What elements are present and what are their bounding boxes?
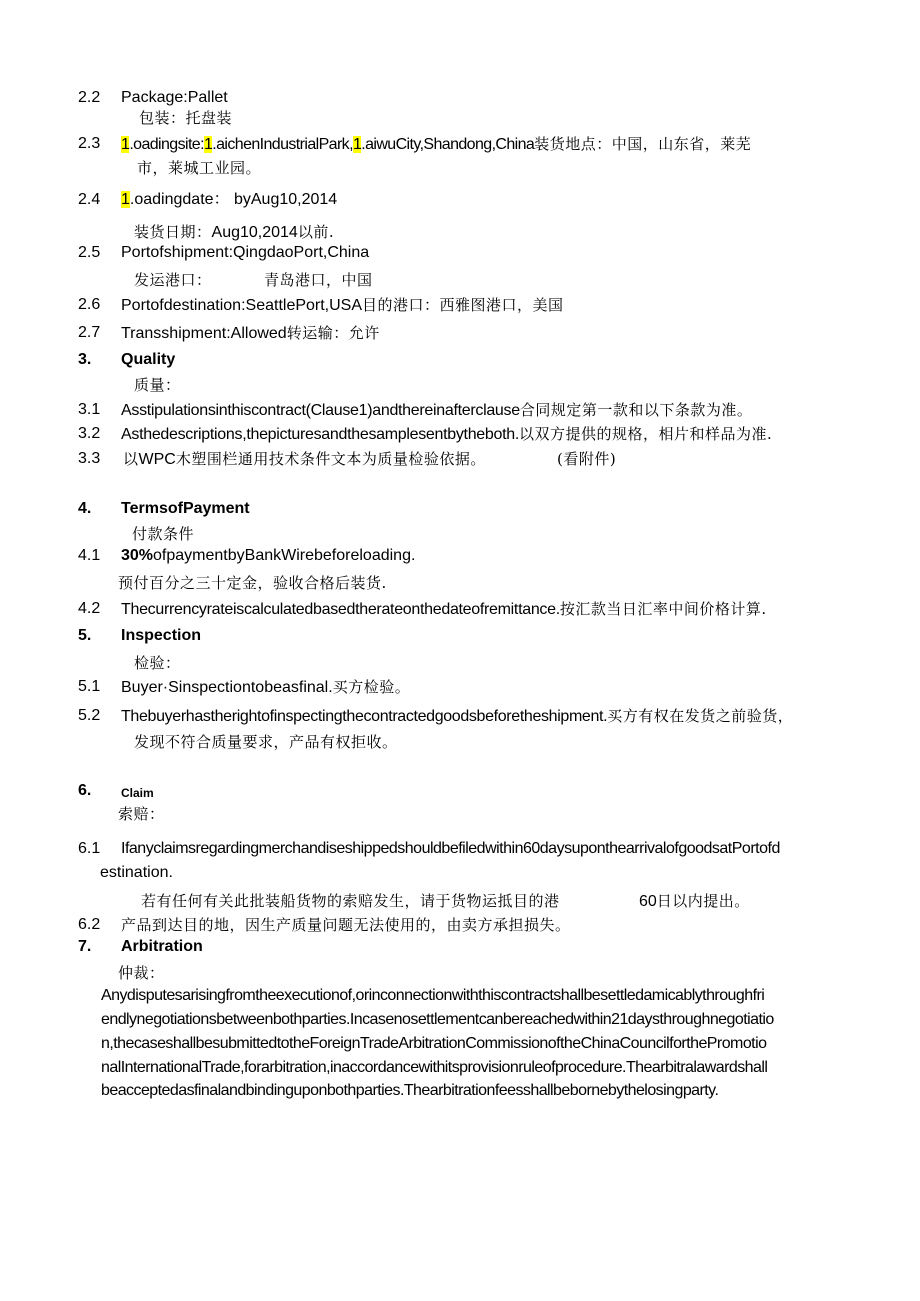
text-segment: .aiwuCity,Shandong,China: [361, 136, 535, 153]
port-of-shipment-text: Portofshipment:QingdaoPort,China: [121, 244, 370, 261]
text-segment: Buyer·Sinspectiontobeasfinal.: [121, 679, 333, 696]
claim-clause-1: Ifanyclaimsregardingmerchandiseshippedshouldbefiledwithin60daysuponthearrivalofgoodsatPortofd: [121, 840, 780, 857]
text-segment: Portofdestination:SeattlePort,USA: [121, 297, 363, 314]
section-title-quality-cn: 质量：: [134, 376, 181, 394]
port-of-shipment-cn-value: 青岛港口，中国: [264, 271, 373, 289]
highlight-mark: 1: [203, 136, 213, 153]
clause-number: 3.3: [78, 450, 101, 467]
transshipment-text: [121, 323, 380, 344]
text-segment: 按汇款当日汇率中间价格计算.: [559, 600, 767, 618]
inspection-clause-1: [121, 677, 410, 698]
clause-number: 2.2: [78, 89, 101, 106]
highlight-mark: 1: [352, 136, 362, 153]
section-title-claim: Claim: [121, 786, 154, 800]
section-number: 6.: [78, 782, 92, 799]
arbitration-line-5: beacceptedasfinalandbindinguponbothparties.Thearbitrationfeesshallbebornebythelosingparty.: [101, 1082, 719, 1099]
section-number: 5.: [78, 627, 92, 644]
clause-number: 2.5: [78, 244, 101, 261]
text-segment: 合同规定第一款和以下条款为准。: [519, 401, 753, 419]
clause-number: 3.2: [78, 425, 101, 442]
text-segment: Asstipulationsinthiscontract(Clause1)andthereinafterclause: [121, 402, 520, 419]
port-of-shipment-cn-label: 发运港口：: [134, 271, 212, 289]
package-text: Package:Pallet: [121, 89, 228, 106]
inspection-clause-2: [121, 706, 793, 727]
section-title-payment: TermsofPayment: [121, 500, 250, 517]
section-title-inspection: Inspection: [121, 627, 202, 644]
text-segment: 以: [123, 450, 139, 468]
text-segment: 木塑围栏通用技术条件文本为质量检验依据。: [175, 450, 486, 468]
clause-number: 2.6: [78, 296, 101, 313]
clause-number: 4.1: [78, 547, 101, 564]
text-segment: Asthedescriptions,thepicturesandthesamplesentbytheboth.: [121, 426, 519, 443]
payment-clause-2: [121, 599, 767, 620]
text-segment: 装货日期：: [134, 223, 212, 241]
text-segment: 30%: [121, 547, 154, 564]
loading-site-cn-cont: 市，莱城工业园。: [137, 159, 262, 177]
clause-number: 5.2: [78, 707, 101, 724]
payment-clause-1: [121, 546, 415, 566]
port-of-destination-text: [121, 295, 564, 316]
section-title-arbitration-cn: 仲裁：: [118, 964, 165, 982]
payment-clause-1-cn: 预付百分之三十定金，验收合格后装货.: [118, 574, 387, 592]
claim-clause-1-cont: estination.: [100, 864, 173, 881]
text-segment: 60: [639, 893, 657, 910]
text-segment: 日以内提出。: [656, 892, 750, 910]
highlight-mark: 1: [121, 191, 130, 208]
clause-number: 5.1: [78, 678, 101, 695]
clause-number: 2.7: [78, 324, 101, 341]
text-segment: Thecurrencyrateiscalculatedbasedtherateonthedateofremittance.: [121, 601, 560, 618]
text-segment: Transshipment:Allowed: [121, 325, 287, 342]
text-segment: .oadingsite:: [129, 136, 204, 153]
package-cn: 包装：托盘装: [139, 109, 233, 127]
loading-site-cn: 装货地点：中国，山东省，莱芜: [534, 135, 752, 153]
clause-number: 6.2: [78, 916, 101, 933]
quality-clause-1: [121, 400, 752, 421]
text-segment: 以前.: [297, 223, 335, 241]
arbitration-line-4: nalInternationalTrade,forarbitration,inaccordancewithitsprovisionruleofprocedure.Thearbitralawardshall: [101, 1059, 768, 1076]
text-segment: 买方检验。: [332, 678, 411, 696]
section-number: 7.: [78, 938, 92, 955]
loading-date-cn: [134, 222, 334, 243]
text-segment: 买方有权在发货之前验货，: [607, 707, 794, 725]
highlight-mark: 1: [121, 136, 130, 153]
text-segment: .oadingdate： byAug10,2014: [129, 191, 338, 208]
loading-site-text: [121, 134, 841, 155]
quality-clause-2: [121, 424, 772, 445]
claim-clause-1-cn-days: [639, 891, 750, 912]
text-segment: ofpaymentbyBankWirebeforeloading.: [153, 547, 416, 564]
see-attachment-note: (看附件): [557, 450, 617, 468]
text-segment: .aichenIndustrialPark,: [212, 136, 353, 153]
text-segment: Aug10,2014: [211, 224, 298, 241]
section-title-inspection-cn: 检验：: [134, 654, 181, 672]
text-segment: 以双方提供的规格，相片和样品为准.: [519, 425, 773, 443]
arbitration-line-3: n,thecaseshallbesubmittedtotheForeignTradeArbitrationCommissionoftheChinaCouncilforthePromotio: [101, 1035, 767, 1052]
loading-date-text: [121, 190, 337, 210]
section-number: 4.: [78, 500, 92, 517]
arbitration-line-1: Anydisputesarisingfromtheexecutionof,orinconnectionwiththiscontractshallbesettledamicablythroughfri: [101, 987, 765, 1004]
claim-clause-2-cn: 产品到达目的地，因生产质量问题无法使用的，由卖方承担损失。: [121, 916, 571, 934]
text-segment: 转运输：允许: [286, 324, 380, 342]
text-segment: 目的港口：西雅图港口，美国: [362, 296, 564, 314]
clause-number: 4.2: [78, 600, 101, 617]
section-title-payment-cn: 付款条件: [132, 525, 195, 543]
section-title-arbitration: Arbitration: [121, 938, 203, 955]
arbitration-line-2: endlynegotiationsbetweenbothparties.Incasenosettlementcanbereachedwithin21daysthroughnegotiatio: [101, 1011, 774, 1028]
quality-clause-3: [123, 449, 486, 470]
text-segment: WPC: [138, 451, 176, 468]
claim-clause-1-cn: 若有任何有关此批装船货物的索赔发生，请于货物运抵目的港: [141, 892, 560, 910]
section-title-quality: Quality: [121, 351, 176, 368]
section-title-claim-cn: 索赔：: [118, 805, 165, 823]
inspection-clause-2-cn: 发现不符合质量要求，产品有权拒收。: [134, 733, 398, 751]
text-segment: Thebuyerhastherightofinspectingthecontractedgoodsbeforetheshipment.: [121, 708, 608, 725]
clause-number: 2.4: [78, 191, 101, 208]
clause-number: 2.3: [78, 135, 101, 152]
clause-number: 3.1: [78, 401, 101, 418]
section-number: 3.: [78, 351, 92, 368]
clause-number: 6.1: [78, 840, 101, 857]
